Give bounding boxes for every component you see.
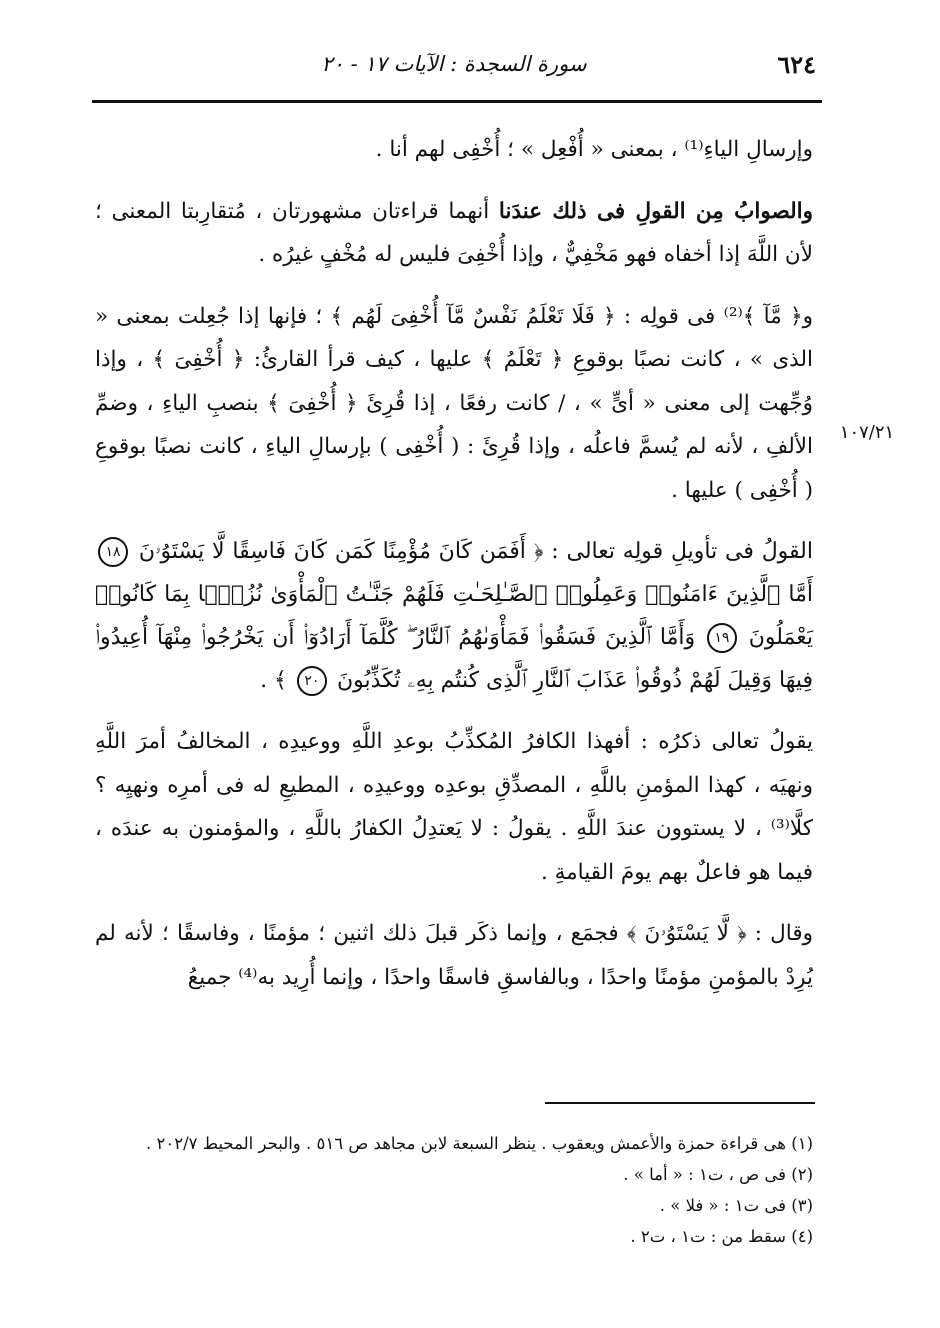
footnote-rule: [545, 1102, 815, 1104]
sawab-lead: والصوابُ مِن القولِ فى ذلك عندَنا: [498, 198, 814, 224]
paragraph-qal: وقال : ﴿ لَّا يَسْتَوُۥنَ ﴾ فجمَع ، وإنما ذكَر قبلَ ذلك اثنين ؛ مؤمنًا ، وفاسقًا ؛ لأنه لم يُرِدْ بالمؤمنِ مؤمنًا واحدًا ، وبالفاسقِ فاسقًا واحدًا ، وإنما أُرِيد به⁽⁴⁾ جميعُ: [95, 921, 813, 990]
main-text: [95, 128, 813, 1017]
ayah-number-19: ١٩: [707, 623, 737, 653]
page-header: [92, 50, 816, 90]
verse-text-a: ﴿ أَفَمَن كَانَ مُؤْمِنًا كَمَن كَانَ فَاسِقًا لَّا يَسْتَوُۥنَ: [138, 539, 552, 564]
ayah-number-20: ٢٠: [297, 666, 327, 696]
margin-reference: ١٠٧/٢١: [839, 422, 895, 443]
paragraph-ma: و﴿ مَّآ ﴾⁽²⁾ فى قولِه : ﴿ فَلَا تَعْلَمُ نَفْسٌ مَّآ أُخْفِىَ لَهُم ﴾ ؛ فإنها إذا جُعِلت بمعنى « الذى » ، كانت نصبًا بوقوعِ ﴿ تَعْلَمُ ﴾ عليها ، كيف قرأ القارئُ: ﴿ أُخْفِىَ ﴾ ، وإذا وُجِّهت إلى معنى « أىٍّ » ، / كانت رفعًا ، إذا قُرِئَ ﴿ أُخْفِىَ ﴾ بنصبِ الياءِ ، وضمِّ الألفِ ، لأنه لم يُسمَّ فاعلُه ، وإذا قُرِئَ : ( أُخْفِى ) بإرسالِ الياءِ ، كانت نصبًا بوقوعِ ( أُخْفِى ) عليها .: [95, 303, 813, 503]
paragraph-yaqul: يقولُ تعالى ذكرُه : أفهذا الكافرُ المُكذِّبُ بوعدِ اللَّهِ ووعيدِه ، المخالفُ أمرَ اللَّهِ ونهيَه ، كهذا المؤمنِ باللَّهِ ، المصدِّقِ بوعدِه ووعيدِه ، المطيعِ له فى أمرِه ونهيِه ؟ كلَّا⁽³⁾ ، لا يستوون عندَ اللَّهِ . يقولُ : لا يَعتدِلُ الكفارُ باللَّهِ ، والمؤمنون به عندَه ، فيما هو فاعلٌ بهم يومَ القيامةِ .: [95, 729, 813, 885]
paragraph-1: وإرسالِ الياءِ⁽¹⁾ ، بمعنى « أُفْعِل » ؛ أُخْفِى لهم أنا .: [375, 137, 813, 162]
tawil-paragraph: [95, 530, 813, 702]
footnote-4: (٤) سقط من : ت١ ، ت٢ .: [630, 1227, 813, 1246]
footnote-3: (٣) فى ت١ : « فلا » .: [659, 1196, 813, 1215]
sawab-continuation: لأن اللَّهَ إذا أخفاه فهو مَخْفِيٌّ ، وإذا أُخْفِىَ فليس له مُخْفٍ غيرُه .: [258, 242, 813, 267]
footnote-1: (١) هى قراءة حمزة والأعمش ويعقوب . ينظر السبعة لابن مجاهد ص ٥١٦ . والبحر المحيط ٢٠٢/٧ .: [146, 1134, 813, 1153]
footnote-2: (٢) فى ص ، ت١ : « أما » .: [623, 1165, 813, 1184]
running-title: سورة السجدة : الآيات ١٧ - ٢٠: [321, 52, 587, 76]
header-rule: [92, 100, 822, 103]
verse-text-c: وَأَمَّا ٱلَّذِينَ فَسَقُوا۟ فَمَأْوَىٰهُمُ ٱلنَّارُ ۖ كُلَّمَآ أَرَادُوٓا۟ أَن يَخْرُجُوا۟ مِنْهَآ أُعِيدُوا۟ فِيهَا وَقِيلَ لَهُمْ ذُوقُوا۟ عَذَابَ ٱلنَّارِ ٱلَّذِى كُنتُم بِهِۦ تُكَذِّبُونَ: [95, 625, 813, 693]
page-number: ٦٢٤: [777, 50, 816, 79]
verse-text-b: أَمَّا ٱلَّذِينَ ءَامَنُوا۟ وَعَمِلُوا۟ ٱلصَّـٰلِحَـٰتِ فَلَهُمْ جَنَّـٰتُ ٱلْمَأْوَىٰ نُزُلًۢا بِمَا كَانُوا۟ يَعْمَلُونَ: [95, 582, 814, 650]
tawil-lead: القولُ فى تأويلِ قولِه تعالى :: [551, 539, 813, 564]
verse-end: ﴾ .: [260, 668, 294, 693]
sawab-rest: أنهما قراءتان مشهورتان ، مُتقارِبتا المعنى ؛: [95, 198, 499, 224]
ayah-number-18: ١٨: [98, 537, 128, 567]
footnotes: [95, 1128, 813, 1252]
paragraph-sawab: [95, 190, 813, 277]
